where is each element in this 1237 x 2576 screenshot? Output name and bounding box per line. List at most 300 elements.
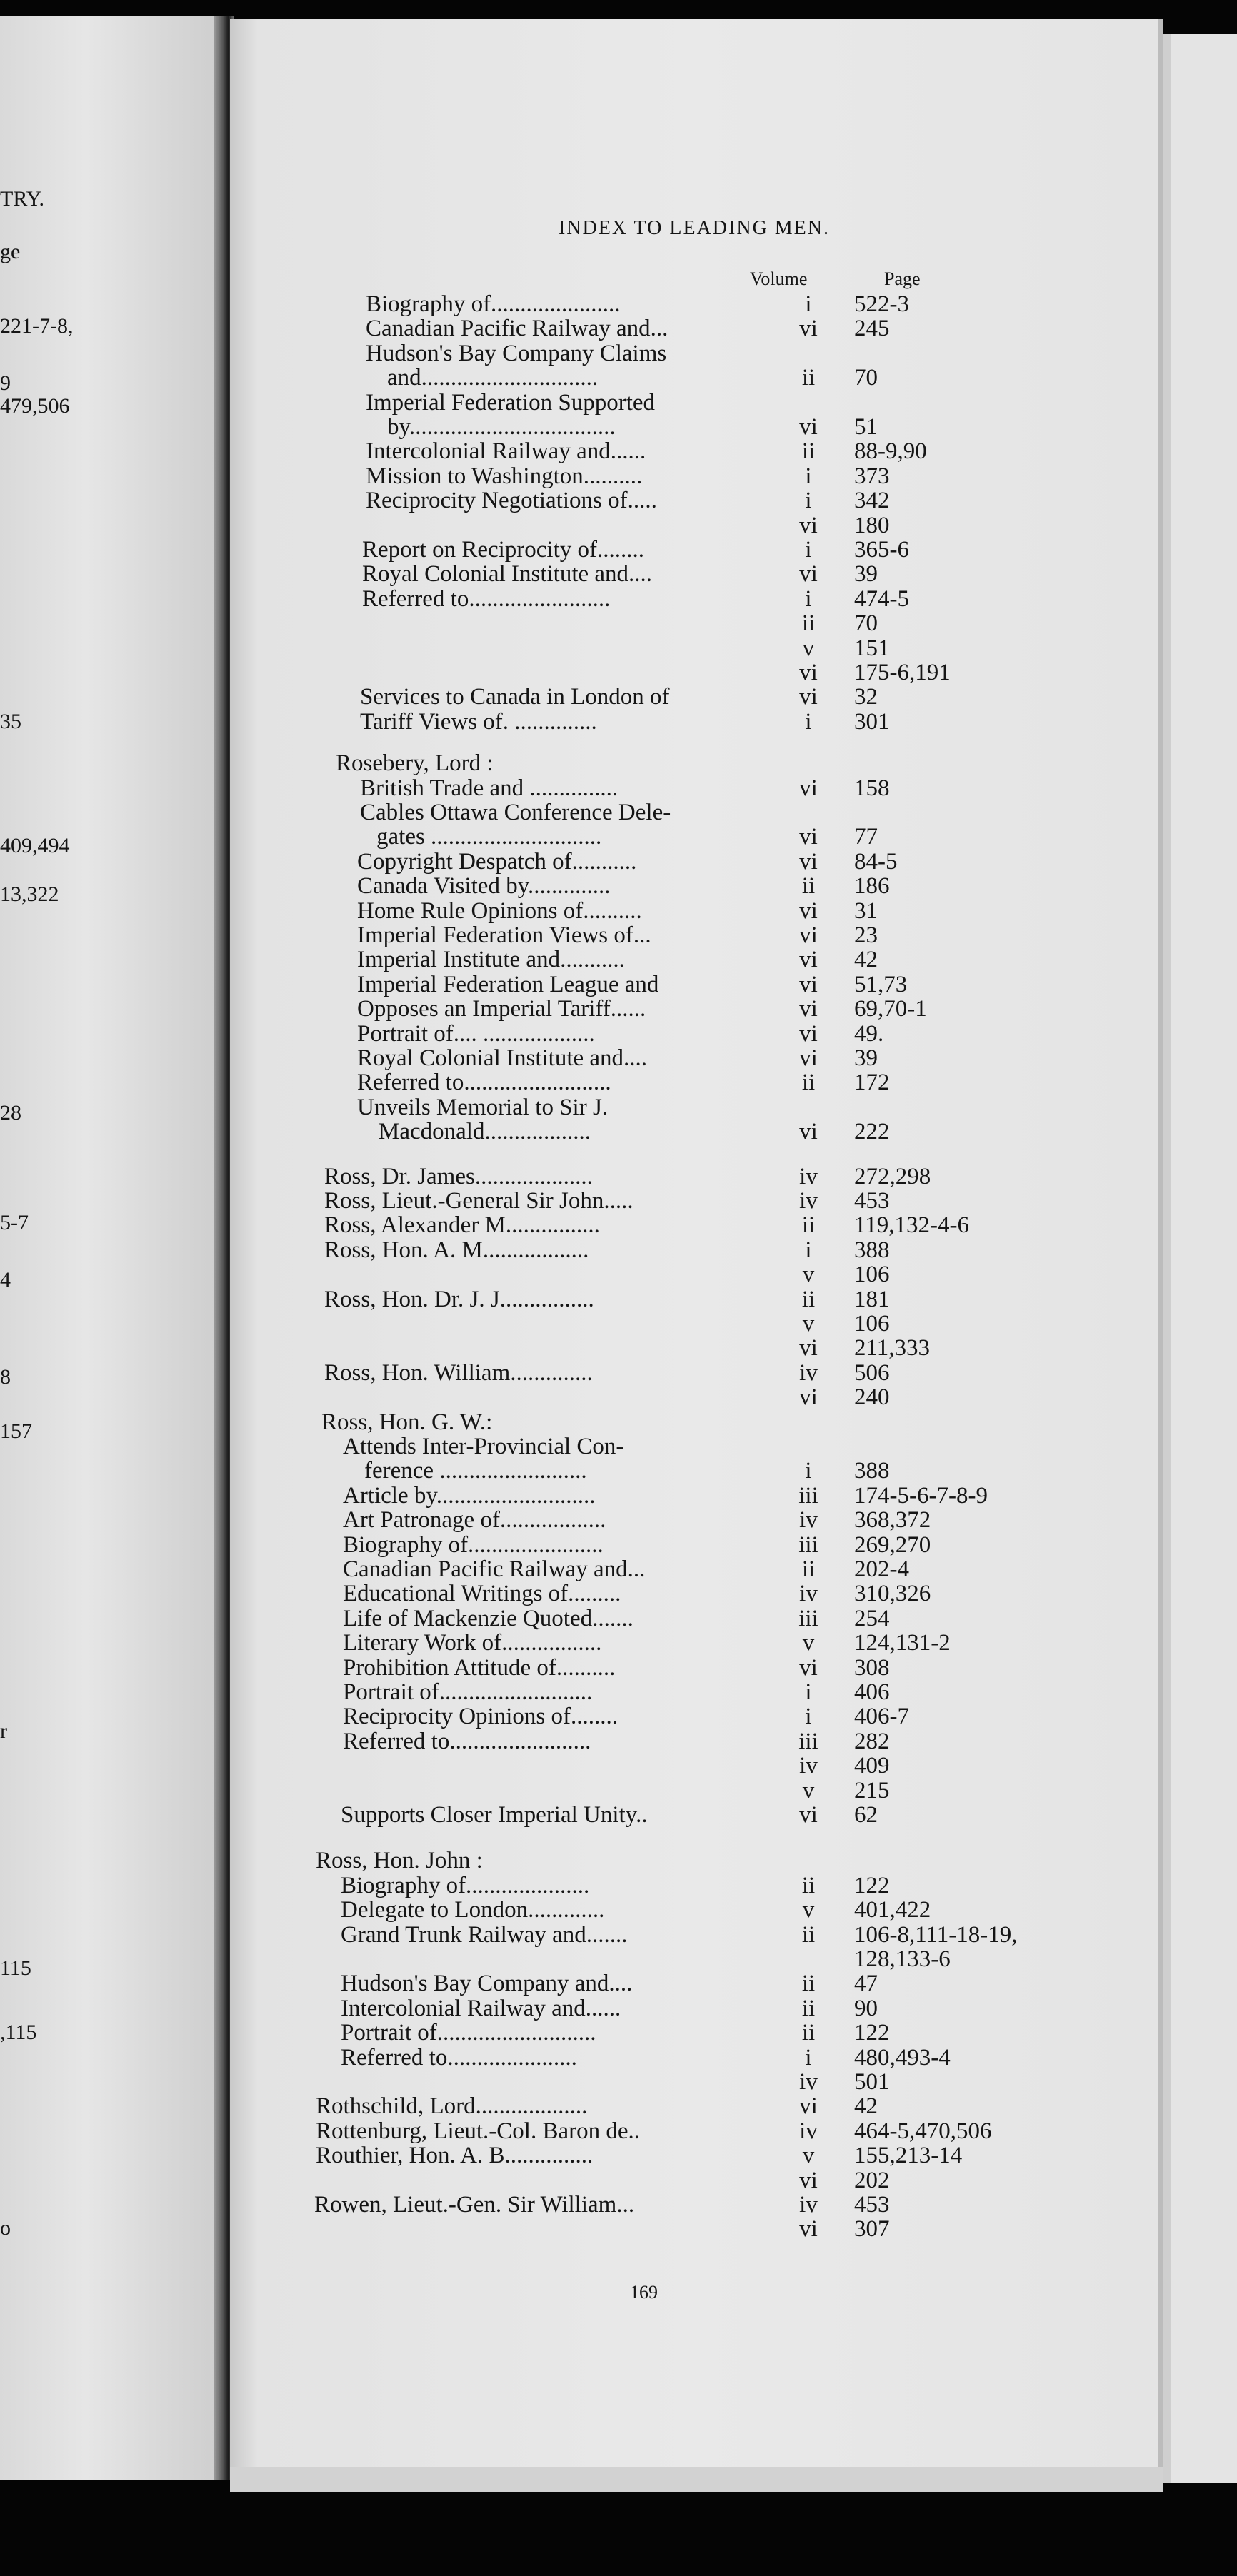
entry-label: Hudson's Bay Company and.... xyxy=(341,1971,633,1997)
index-entry xyxy=(343,1507,1158,1534)
left-page-fragment: 13,322 xyxy=(0,882,59,906)
entry-label: Ross, Lieut.-General Sir John..... xyxy=(324,1188,633,1214)
entry-label: Intercolonial Railway and...... xyxy=(366,438,646,465)
entry-volume: v xyxy=(802,2143,815,2169)
entry-page: 282 xyxy=(854,1728,890,1754)
index-entry xyxy=(351,1384,1158,1409)
entry-page: 202 xyxy=(854,2167,890,2193)
entry-page: 480,493-4 xyxy=(854,2044,951,2071)
entry-label: Macdonald.................. xyxy=(379,1119,591,1145)
entry-label: Imperial Institute and........... xyxy=(357,947,625,973)
page-title: INDEX TO LEADING MEN. xyxy=(558,217,831,239)
entry-page: 88-9,90 xyxy=(854,438,927,465)
entry-label: Prohibition Attitude of.......... xyxy=(343,1654,616,1681)
index-entry xyxy=(341,1802,1158,1826)
entry-label: Rottenburg, Lieut.-Col. Baron de.. xyxy=(316,2118,640,2144)
entry-volume: i xyxy=(805,1704,812,1730)
left-page-fragment: 5-7 xyxy=(0,1211,29,1234)
entry-label: Intercolonial Railway and...... xyxy=(341,1995,621,2021)
entry-volume: v xyxy=(802,1777,815,1803)
entry-page: 310,326 xyxy=(854,1581,931,1607)
entry-label: Tariff Views of. .............. xyxy=(360,708,597,735)
index-entry xyxy=(341,1971,1158,1995)
left-page-fragment: 157 xyxy=(0,1419,32,1443)
index-entry xyxy=(351,1262,1158,1286)
entry-label: Educational Writings of......... xyxy=(343,1581,621,1607)
index-entry xyxy=(357,873,1158,900)
entry-volume: vi xyxy=(799,2216,818,2243)
index-entry xyxy=(336,750,1158,775)
index-entry xyxy=(341,1922,1158,1946)
entry-page: 106 xyxy=(854,1262,890,1288)
entry-page: 215 xyxy=(854,1777,890,1803)
entry-label: Portrait of.... ................... xyxy=(357,1020,595,1047)
entry-volume: vi xyxy=(799,1384,818,1411)
index-entry xyxy=(351,2069,1158,2093)
entry-page: 211,333 xyxy=(854,1335,931,1362)
entry-label: Article by........................... xyxy=(343,1482,596,1509)
entry-label: Life of Mackenzie Quoted....... xyxy=(343,1605,633,1631)
entry-volume: i xyxy=(805,2044,812,2071)
entry-label: Referred to...................... xyxy=(341,2044,577,2071)
index-entry xyxy=(357,972,1158,996)
index-entry xyxy=(357,947,1158,971)
entry-label: Attends Inter-Provincial Con- xyxy=(343,1434,624,1459)
entry-label: Biography of...................... xyxy=(366,291,621,317)
left-page-fragment: 221-7-8, xyxy=(0,314,74,338)
left-page-fragment: 8 xyxy=(0,1365,11,1389)
entry-volume: i xyxy=(805,463,812,489)
entry-volume: i xyxy=(805,488,812,514)
entry-page: 222 xyxy=(854,1119,890,1145)
entry-page: 106-8,111-18-19, xyxy=(854,1921,1018,1948)
entry-label: Delegate to London............. xyxy=(341,1897,605,1923)
entry-label: Ross, Hon. G. W.: xyxy=(321,1409,493,1435)
index-entry xyxy=(341,1996,1158,2020)
page-bottom-edge xyxy=(230,2467,1163,2492)
entry-volume: vi xyxy=(799,996,818,1022)
index-entry xyxy=(316,2093,1158,2118)
entry-volume: vi xyxy=(799,775,818,801)
index-entry xyxy=(357,849,1158,873)
index-entry xyxy=(357,898,1158,922)
index-entry xyxy=(324,1212,1158,1237)
entry-page: 51 xyxy=(854,414,878,440)
index-entry xyxy=(351,1311,1158,1335)
entry-page: 272,298 xyxy=(854,1163,931,1189)
entry-volume: vi xyxy=(799,1802,818,1828)
entry-volume: v xyxy=(802,1262,815,1288)
entry-label: Routhier, Hon. A. B............... xyxy=(316,2143,594,2169)
index-entry xyxy=(351,2216,1158,2243)
entry-volume: ii xyxy=(801,1212,816,1239)
entry-page: 202-4 xyxy=(854,1556,909,1582)
entry-label: Ross, Hon. Dr. J. J................ xyxy=(324,1286,594,1312)
index-entry xyxy=(343,1679,1158,1704)
entry-label: Reciprocity Negotiations of..... xyxy=(366,488,657,514)
left-page-fragment: r xyxy=(0,1719,7,1743)
entry-volume: v xyxy=(802,1897,815,1923)
left-page-fragment: 409,494 xyxy=(0,834,70,857)
entry-page: 474-5 xyxy=(854,585,909,612)
index-entry xyxy=(366,316,1158,340)
entry-volume: vi xyxy=(799,561,818,588)
entry-volume: iv xyxy=(799,2069,818,2095)
index-entry xyxy=(360,709,1158,733)
entry-page: 124,131-2 xyxy=(854,1630,951,1656)
left-page-fragment: 479,506 xyxy=(0,394,70,418)
entry-volume: vi xyxy=(799,971,818,997)
entry-volume: vi xyxy=(799,414,818,440)
index-entry xyxy=(366,438,1158,463)
entry-label: Royal Colonial Institute and.... xyxy=(362,561,653,588)
entry-page: 464-5,470,506 xyxy=(854,2118,992,2144)
entry-label: Ross, Hon. A. M.................. xyxy=(324,1237,589,1263)
entry-page: 49. xyxy=(854,1020,884,1047)
entry-label: Home Rule Opinions of.......... xyxy=(357,897,642,924)
index-entry xyxy=(343,1729,1158,1753)
index-entry xyxy=(351,635,1158,660)
entry-label: Portrait of.......................... xyxy=(343,1679,593,1705)
index-entry xyxy=(314,2192,1158,2216)
left-page xyxy=(0,16,214,2480)
index-entry xyxy=(341,2045,1158,2069)
index-entry xyxy=(351,2168,1158,2192)
entry-page: 158 xyxy=(854,775,890,801)
index-entry xyxy=(324,1287,1158,1311)
entry-volume: ii xyxy=(801,1921,816,1948)
entry-volume: vi xyxy=(799,2093,818,2120)
entry-page: 84-5 xyxy=(854,848,898,875)
entry-volume: i xyxy=(805,708,812,735)
entry-volume: ii xyxy=(801,873,816,900)
entry-page: 77 xyxy=(854,824,878,850)
entry-page: 401,422 xyxy=(854,1897,931,1923)
index-entry xyxy=(362,586,1158,610)
page-number: 169 xyxy=(630,2282,658,2303)
index-entry xyxy=(362,561,1158,588)
entry-page: 453 xyxy=(854,1188,890,1214)
entry-page: 342 xyxy=(854,488,890,514)
index-entry xyxy=(324,1360,1158,1384)
entry-volume: vi xyxy=(799,1335,818,1362)
index-entry xyxy=(341,1873,1158,1897)
entry-page: 32 xyxy=(854,684,878,710)
entry-page: 180 xyxy=(854,512,890,538)
entry-label: Literary Work of................. xyxy=(343,1630,602,1656)
entry-label: Ross, Dr. James.................... xyxy=(324,1163,593,1189)
entry-page: 172 xyxy=(854,1070,890,1096)
entry-page: 39 xyxy=(854,561,878,588)
entry-page: 301 xyxy=(854,708,890,735)
entry-volume: iv xyxy=(799,1188,818,1214)
index-entry xyxy=(387,365,1158,389)
entry-label: Imperial Federation Views of... xyxy=(357,922,651,948)
entry-volume: vi xyxy=(799,684,818,710)
entry-volume: ii xyxy=(801,365,816,391)
index-entry xyxy=(316,1848,1158,1872)
entry-page: 368,372 xyxy=(854,1507,931,1534)
index-entry xyxy=(343,1483,1158,1507)
entry-volume: iv xyxy=(799,1581,818,1607)
index-entry xyxy=(324,1164,1158,1188)
entry-volume: ii xyxy=(801,1995,816,2021)
entry-label: Opposes an Imperial Tariff...... xyxy=(357,996,646,1022)
index-entry xyxy=(387,414,1158,438)
entry-volume: vi xyxy=(799,1020,818,1047)
entry-volume: vi xyxy=(799,947,818,973)
entry-label: Portrait of........................... xyxy=(341,2020,596,2046)
index-entry xyxy=(343,1704,1158,1728)
entry-label: Referred to........................ xyxy=(362,585,611,612)
entry-page: 409 xyxy=(854,1753,890,1779)
index-entry xyxy=(360,775,1158,800)
entry-volume: vi xyxy=(799,660,818,685)
entry-volume: vi xyxy=(799,848,818,875)
entry-label: Reciprocity Opinions of........ xyxy=(343,1704,618,1730)
entry-page: 522-3 xyxy=(854,291,909,317)
entry-page: 42 xyxy=(854,947,878,973)
entry-page: 62 xyxy=(854,1802,878,1828)
entry-label: Ross, Hon. William.............. xyxy=(324,1359,593,1386)
left-page-fragment: 28 xyxy=(0,1101,21,1125)
entry-volume: v xyxy=(802,1630,815,1656)
entry-label: Biography of..................... xyxy=(341,1872,590,1898)
entry-label: Cables Ottawa Conference Dele- xyxy=(360,800,671,825)
index-entry xyxy=(343,1532,1158,1556)
left-page-fragment: 9 xyxy=(0,371,11,395)
entry-volume: v xyxy=(802,635,815,661)
entry-label: Biography of....................... xyxy=(343,1531,604,1558)
entry-volume: vi xyxy=(799,897,818,924)
index-entry xyxy=(324,1188,1158,1212)
entry-label: Hudson's Bay Company Claims xyxy=(366,340,667,366)
index-entry xyxy=(343,1655,1158,1679)
entry-volume: iv xyxy=(799,1163,818,1189)
entry-volume: ii xyxy=(801,1286,816,1312)
page-column-header: Page xyxy=(884,268,921,289)
index-entry xyxy=(324,1237,1158,1262)
left-page-fragment: 35 xyxy=(0,710,21,733)
entry-label: Report on Reciprocity of........ xyxy=(362,537,645,563)
index-entry xyxy=(351,1946,1158,1971)
entry-page: 70 xyxy=(854,610,878,637)
entry-page: 506 xyxy=(854,1359,890,1386)
index-entry xyxy=(351,1335,1158,1362)
index-entry xyxy=(351,660,1158,684)
entry-label: Imperial Federation Supported xyxy=(366,389,656,416)
entry-page: 122 xyxy=(854,1872,890,1898)
entry-page: 69,70-1 xyxy=(854,996,927,1022)
entry-page: 155,213-14 xyxy=(854,2143,963,2169)
entry-page: 122 xyxy=(854,2020,890,2046)
entry-label: Canadian Pacific Railway and... xyxy=(366,316,668,342)
index-entry xyxy=(357,922,1158,947)
entry-page: 373 xyxy=(854,463,890,489)
entry-page: 119,132-4-6 xyxy=(854,1212,970,1239)
entry-volume: vi xyxy=(799,1654,818,1681)
entry-page: 151 xyxy=(854,635,890,661)
entry-label: Services to Canada in London of xyxy=(360,684,670,710)
index-entry xyxy=(351,513,1158,537)
entry-page: 388 xyxy=(854,1237,890,1263)
left-page-fragment: ,115 xyxy=(0,2021,37,2044)
index-entry xyxy=(343,1581,1158,1605)
index-entry xyxy=(351,1753,1158,1777)
entry-label: by................................... xyxy=(387,414,616,440)
entry-page: 106 xyxy=(854,1311,890,1337)
entry-page: 388 xyxy=(854,1458,890,1484)
entry-volume: iii xyxy=(798,1482,818,1509)
index-entry xyxy=(343,1630,1158,1654)
entry-volume: i xyxy=(805,1458,812,1484)
index-entry xyxy=(351,1778,1158,1802)
entry-page: 31 xyxy=(854,897,878,924)
left-page-fragment: ge xyxy=(0,240,21,263)
entry-volume: iv xyxy=(799,1359,818,1386)
index-entry xyxy=(343,1556,1158,1581)
left-page-fragment: 4 xyxy=(0,1268,11,1292)
entry-page: 240 xyxy=(854,1384,890,1411)
entry-label: Rothschild, Lord................... xyxy=(316,2093,588,2120)
index-entry xyxy=(341,1897,1158,1921)
entry-page: 186 xyxy=(854,873,890,900)
entry-volume: i xyxy=(805,585,812,612)
entry-page: 245 xyxy=(854,316,890,342)
entry-page: 70 xyxy=(854,365,878,391)
entry-volume: i xyxy=(805,291,812,317)
entry-volume: ii xyxy=(801,438,816,465)
entry-label: Imperial Federation League and xyxy=(357,971,659,997)
entry-volume: iii xyxy=(798,1728,818,1754)
entry-label: Grand Trunk Railway and....... xyxy=(341,1921,628,1948)
index-entry xyxy=(357,1021,1158,1045)
entry-label: Art Patronage of.................. xyxy=(343,1507,606,1534)
entry-label: Rosebery, Lord : xyxy=(336,750,494,777)
entry-label: and.............................. xyxy=(387,365,599,391)
entry-page: 406-7 xyxy=(854,1704,909,1730)
index-entry xyxy=(351,610,1158,635)
left-page-fragment: o xyxy=(0,2216,11,2240)
index-entry xyxy=(366,341,1158,365)
index-entry xyxy=(366,488,1158,512)
entry-label: Referred to........................ xyxy=(343,1728,591,1754)
entry-label: Copyright Despatch of........... xyxy=(357,848,637,875)
index-entry xyxy=(357,1045,1158,1070)
entry-page: 42 xyxy=(854,2093,878,2120)
entry-volume: iii xyxy=(798,1531,818,1558)
entry-page: 128,133-6 xyxy=(854,1946,951,1972)
entry-page: 406 xyxy=(854,1679,890,1705)
entry-page: 365-6 xyxy=(854,537,909,563)
entry-volume: i xyxy=(805,537,812,563)
index-entry xyxy=(362,537,1158,561)
entry-label: Mission to Washington.......... xyxy=(366,463,643,489)
entry-volume: v xyxy=(802,1311,815,1337)
entry-label: gates ............................. xyxy=(376,824,602,850)
entry-volume: vi xyxy=(799,512,818,538)
entry-page: 181 xyxy=(854,1286,890,1312)
index-entry xyxy=(341,2020,1158,2044)
index-entry xyxy=(343,1434,1158,1458)
volume-column-header: Volume xyxy=(750,268,808,289)
index-entry xyxy=(321,1409,1158,1434)
entry-label: British Trade and ............... xyxy=(360,775,618,801)
entry-volume: iv xyxy=(799,2118,818,2144)
entry-volume: iv xyxy=(799,1507,818,1534)
index-page xyxy=(230,19,1163,2467)
entry-label: Ross, Hon. John : xyxy=(316,1848,483,1874)
entry-label: Canada Visited by.............. xyxy=(357,873,611,900)
entry-page: 501 xyxy=(854,2069,890,2095)
entry-label: Supports Closer Imperial Unity.. xyxy=(341,1802,648,1828)
entry-page: 51,73 xyxy=(854,971,908,997)
entry-volume: iv xyxy=(799,2192,818,2218)
entry-volume: vi xyxy=(799,316,818,342)
entry-label: ference ......................... xyxy=(364,1458,587,1484)
index-entry xyxy=(357,996,1158,1020)
entry-volume: iv xyxy=(799,1753,818,1779)
entry-volume: ii xyxy=(801,1556,816,1582)
index-entry xyxy=(357,1070,1158,1094)
entry-label: Ross, Alexander M................ xyxy=(324,1212,600,1239)
entry-page: 39 xyxy=(854,1045,878,1071)
left-page-fragment: 115 xyxy=(0,1956,31,1980)
entry-label: Royal Colonial Institute and.... xyxy=(357,1045,648,1071)
index-entry xyxy=(343,1606,1158,1630)
entry-page: 47 xyxy=(854,1971,878,1997)
index-entry xyxy=(366,291,1158,316)
index-entry xyxy=(366,390,1158,414)
index-entry xyxy=(316,2143,1158,2167)
entry-label: Unveils Memorial to Sir J. xyxy=(357,1094,609,1120)
index-entry xyxy=(357,1095,1158,1119)
index-entry xyxy=(364,1458,1158,1482)
entry-volume: vi xyxy=(799,2167,818,2193)
entry-page: 308 xyxy=(854,1654,890,1681)
entry-page: 269,270 xyxy=(854,1531,931,1558)
index-entry xyxy=(316,2118,1158,2143)
entry-volume: i xyxy=(805,1679,812,1705)
entry-volume: ii xyxy=(801,1872,816,1898)
index-entry xyxy=(360,684,1158,708)
entry-page: 307 xyxy=(854,2216,890,2243)
entry-label: Canadian Pacific Railway and... xyxy=(343,1556,646,1582)
entry-volume: vi xyxy=(799,1045,818,1071)
entry-volume: i xyxy=(805,1237,812,1263)
index-entry xyxy=(366,463,1158,488)
entry-volume: vi xyxy=(799,824,818,850)
entry-page: 175-6,191 xyxy=(854,660,951,685)
entry-volume: ii xyxy=(801,1070,816,1096)
entry-volume: iii xyxy=(798,1605,818,1631)
entry-volume: ii xyxy=(801,610,816,637)
entry-page: 453 xyxy=(854,2192,890,2218)
entry-page: 174-5-6-7-8-9 xyxy=(854,1482,988,1509)
entry-volume: ii xyxy=(801,1971,816,1997)
index-entry xyxy=(379,1119,1158,1143)
left-page-fragment: TRY. xyxy=(0,187,44,211)
entry-page: 90 xyxy=(854,1995,878,2021)
entry-volume: ii xyxy=(801,2020,816,2046)
index-entry xyxy=(360,800,1158,824)
entry-volume: vi xyxy=(799,1119,818,1145)
entry-page: 23 xyxy=(854,922,878,948)
entry-page: 254 xyxy=(854,1605,890,1631)
entry-label: Rowen, Lieut.-Gen. Sir William... xyxy=(314,2192,635,2218)
entry-label: Referred to......................... xyxy=(357,1070,611,1096)
index-entry xyxy=(376,824,1158,848)
